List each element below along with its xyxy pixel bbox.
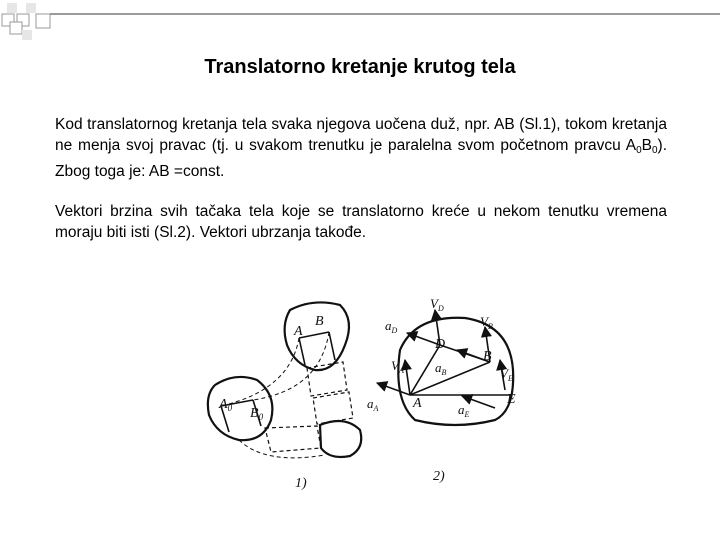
fig2-ad-sub: D: [391, 326, 398, 335]
subscript-b0: 0: [651, 145, 658, 156]
slide-title: Translatorno kretanje krutog tela: [204, 56, 516, 78]
fig2-ad-main: a: [385, 318, 392, 333]
fig1-b0-sub: 0: [258, 412, 264, 422]
fig2-label-vd: [430, 296, 444, 313]
fig2-aa-sub: A: [373, 404, 379, 413]
paragraph1-text-a: Kod translatornog kretanja tela svaka njegova uočena duž, npr. AB (Sl.1), tokom kretanja ne menja svoj pravac (tj. u svakom trenutku je paralelna svom početnom pravcu A: [55, 116, 667, 154]
fig2-ae-sub: E: [464, 410, 470, 419]
fig1-a0-main: A: [219, 397, 228, 412]
fig2-label-d: D: [435, 337, 446, 352]
subscript-a0: 0: [636, 145, 642, 156]
fig1-drawing: [208, 302, 361, 457]
fig2-caption: 2): [433, 469, 445, 484]
fig2-vd-main: V: [430, 296, 438, 311]
fig2-aa-main: a: [367, 396, 374, 411]
fig1-label-b: B: [315, 314, 324, 329]
paragraph1-text-b: B: [641, 137, 652, 154]
paragraph1-text-c: ). Zbog toga je: AB =const.: [55, 137, 667, 180]
fig2-label-ae: [458, 402, 470, 419]
paragraph-velocity: Vektori brzina svih tačaka tela koje se translatorno kreće u nekom tenutku vremena moraju biti isti (Sl.2). Vektori ubrzanja takođe.: [55, 203, 667, 241]
fig2-vd-sub: D: [437, 304, 444, 313]
fig2-ve-sub: E: [507, 374, 513, 383]
fig1-label-b0: [250, 406, 264, 422]
fig2-label-va: [391, 358, 404, 375]
corner-decoration: [0, 0, 720, 60]
fig2-label-vb: [480, 314, 493, 331]
fig1-caption: 1): [295, 476, 307, 491]
fig2-label-ab: [435, 360, 447, 377]
fig2-label-a: A: [413, 396, 422, 411]
fig2-label-aa: [367, 396, 379, 413]
fig2-va-sub: A: [398, 366, 404, 375]
fig2-label-ve: [500, 366, 513, 383]
fig2-ae-main: a: [458, 402, 465, 417]
fig1-label-a: A: [294, 324, 303, 339]
fig2-label-ad: [385, 318, 398, 335]
fig1-a0-sub: 0: [227, 403, 233, 413]
fig2-label-b: B: [483, 349, 492, 364]
fig2-ve-main: V: [500, 366, 508, 381]
paragraph-translation: [55, 114, 667, 182]
translation-figure: [195, 290, 535, 500]
fig1-b0-main: B: [250, 406, 259, 421]
fig1-label-a0: [218, 397, 233, 413]
fig2-label-e: E: [507, 392, 516, 407]
fig2-va-main: V: [391, 358, 399, 373]
fig2-ab-sub: B: [441, 368, 447, 377]
fig2-vb-main: V: [480, 314, 488, 329]
fig2-vb-sub: B: [487, 322, 493, 331]
fig2-ab-main: a: [435, 360, 442, 375]
